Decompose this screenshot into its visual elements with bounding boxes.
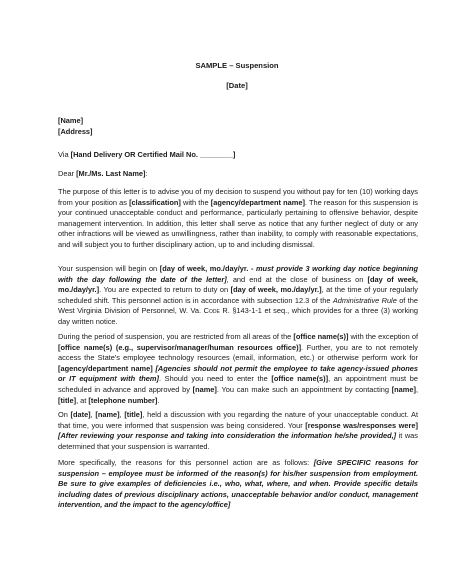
response-placeholder: [response was/responses were]: [305, 420, 418, 430]
p1-text-c: . The reason for this suspension is your continued unacceptable conduct and performance, particularly pertaining to offensive behavior, despite management intervention. In addition, this letter shall serve as notice that any further neglect of duty or any other infractions will be viewed as unwillingness, rather than inability, to comply with reasonable expectations, and will subject you to further disciplinary action, up to and including dismissal.: [58, 197, 418, 249]
begin-note: must provide 3 working day notice: [255, 264, 381, 273]
via-prefix: Via: [58, 150, 71, 159]
address-block: [58, 116, 418, 137]
begin-note-2: beginning with the day following the date of the letter]: [58, 264, 419, 284]
salutation: [58, 169, 418, 180]
p3-text-a: During the period of suspension, you are restricted from all areas of the: [58, 332, 294, 341]
paragraph-reasons: [58, 458, 418, 511]
salutation-prefix: Dear: [58, 169, 77, 178]
p3-text-h: ,: [415, 384, 418, 394]
salutation-name: [Mr./Ms. Last Name]: [76, 169, 146, 178]
review-note: [After reviewing your response and taking into consideration the information he/she provided,]: [58, 431, 397, 441]
p2-text-d: , at the time of your regularly scheduled shift. This personnel action is in accordance with subsection 12.3 of the: [58, 285, 418, 305]
classification-placeholder: [classification]: [129, 197, 181, 207]
date-placeholder: [Date]: [226, 81, 248, 90]
office-placeholder: [office name(s)]: [293, 332, 349, 341]
delivery-line: [58, 150, 418, 161]
paragraph-discussion: [58, 410, 418, 452]
recipient-name: [Name]: [58, 116, 84, 125]
name-placeholder-2: [name]: [391, 384, 416, 394]
p5-text-a: More specifically, the reasons for this personnel action are as follows:: [58, 458, 314, 467]
name-placeholder: [name]: [192, 384, 217, 394]
p4-sep-2: ,: [119, 410, 125, 419]
p3-text-b: with the exception of: [348, 332, 419, 341]
paragraph-schedule: [58, 264, 418, 328]
recipient-address: [Address]: [58, 126, 93, 136]
document-title: SAMPLE – Suspension: [195, 61, 279, 70]
p4-on: On: [58, 410, 71, 419]
begin-date-placeholder: [day of week, mo./day/yr. -: [159, 264, 256, 273]
p2-text-e: of the West Virginia Division of Personnel, W. Va.: [58, 295, 419, 316]
p2-text-b: , and end at the close of business on: [226, 274, 368, 284]
discussion-title-placeholder: [title]: [124, 410, 143, 419]
p1-text-b: with the: [180, 197, 211, 207]
p3-text-f: , an appointment must be scheduled in advance and approved by: [58, 374, 418, 394]
p2-text-c: . You are expected to return to duty on: [99, 285, 231, 295]
phone-placeholder: [telephone number]: [88, 395, 158, 405]
agency-note: [Agencies should not permit the employee to take agency-issued phones or IT equipment with them]: [58, 363, 418, 384]
title-placeholder: [title]: [58, 395, 77, 405]
code-reference: Code R.: [203, 306, 230, 316]
p2-text-f: §143-1-1 et seq., which provides for a three (3) working day written notice.: [58, 306, 418, 326]
administrative-rule: Administrative Rule: [332, 295, 397, 305]
return-date-placeholder: [day of week, mo./day/yr.]: [230, 285, 322, 295]
discussion-date-placeholder: [date]: [70, 410, 91, 419]
end-date-placeholder: [day of week, mo./day/yr.]: [58, 274, 418, 295]
p3-text-e: . Should you need to enter the: [158, 374, 272, 384]
paragraph-restrictions: [58, 332, 418, 406]
p2-text-a: Your suspension will begin on: [58, 264, 160, 273]
p1-text-a: The purpose of this letter is to advise you of my decision to suspend you without pay for ten (10) working days from your position as: [58, 187, 418, 207]
p3-text-g: . You can make such an appointment by contacting: [216, 384, 392, 394]
discussion-name-placeholder: [name]: [95, 410, 120, 419]
paragraph-purpose: [58, 187, 418, 251]
p4-text-a: , held a discussion with you regarding the nature of your unacceptable conduct. At that time, you were informed that suspension was being considered. Your: [58, 410, 419, 430]
office-placeholder-2: [office name(s)]: [271, 374, 329, 384]
agency-placeholder: [agency/department name]: [210, 197, 305, 207]
p4-text-c: it was determined that your suspension is warranted.: [58, 431, 418, 451]
p4-sep-1: ,: [90, 410, 96, 419]
reasons-placeholder: [Give SPECIFIC reasons for suspension – employee must be informed of the reason(s) for his/her suspension from employment. Be sure to give examples of deficiencies i.e., who, what, where, and when. Provide specific details including dates of previous disciplinary actions, unacceptable behavior and/or conduct, management intervention, and the impact to the agency/office]: [58, 458, 418, 510]
p3-text-j: .: [157, 395, 160, 405]
salutation-suffix: :: [145, 169, 148, 178]
p3-text-c: . Further, you are to not remotely access the State's employee technology resources (email, information, etc.) or otherwise perform work for: [58, 342, 419, 363]
p3-text-i: , at: [76, 395, 89, 405]
delivery-method: [Hand Delivery OR Certified Mail No. ________]: [70, 150, 236, 159]
agency-placeholder-2: [agency/department name]: [58, 363, 153, 373]
exception-placeholder: [office name(s) (e.g., supervisor/manager/human resources office)]: [58, 342, 302, 352]
